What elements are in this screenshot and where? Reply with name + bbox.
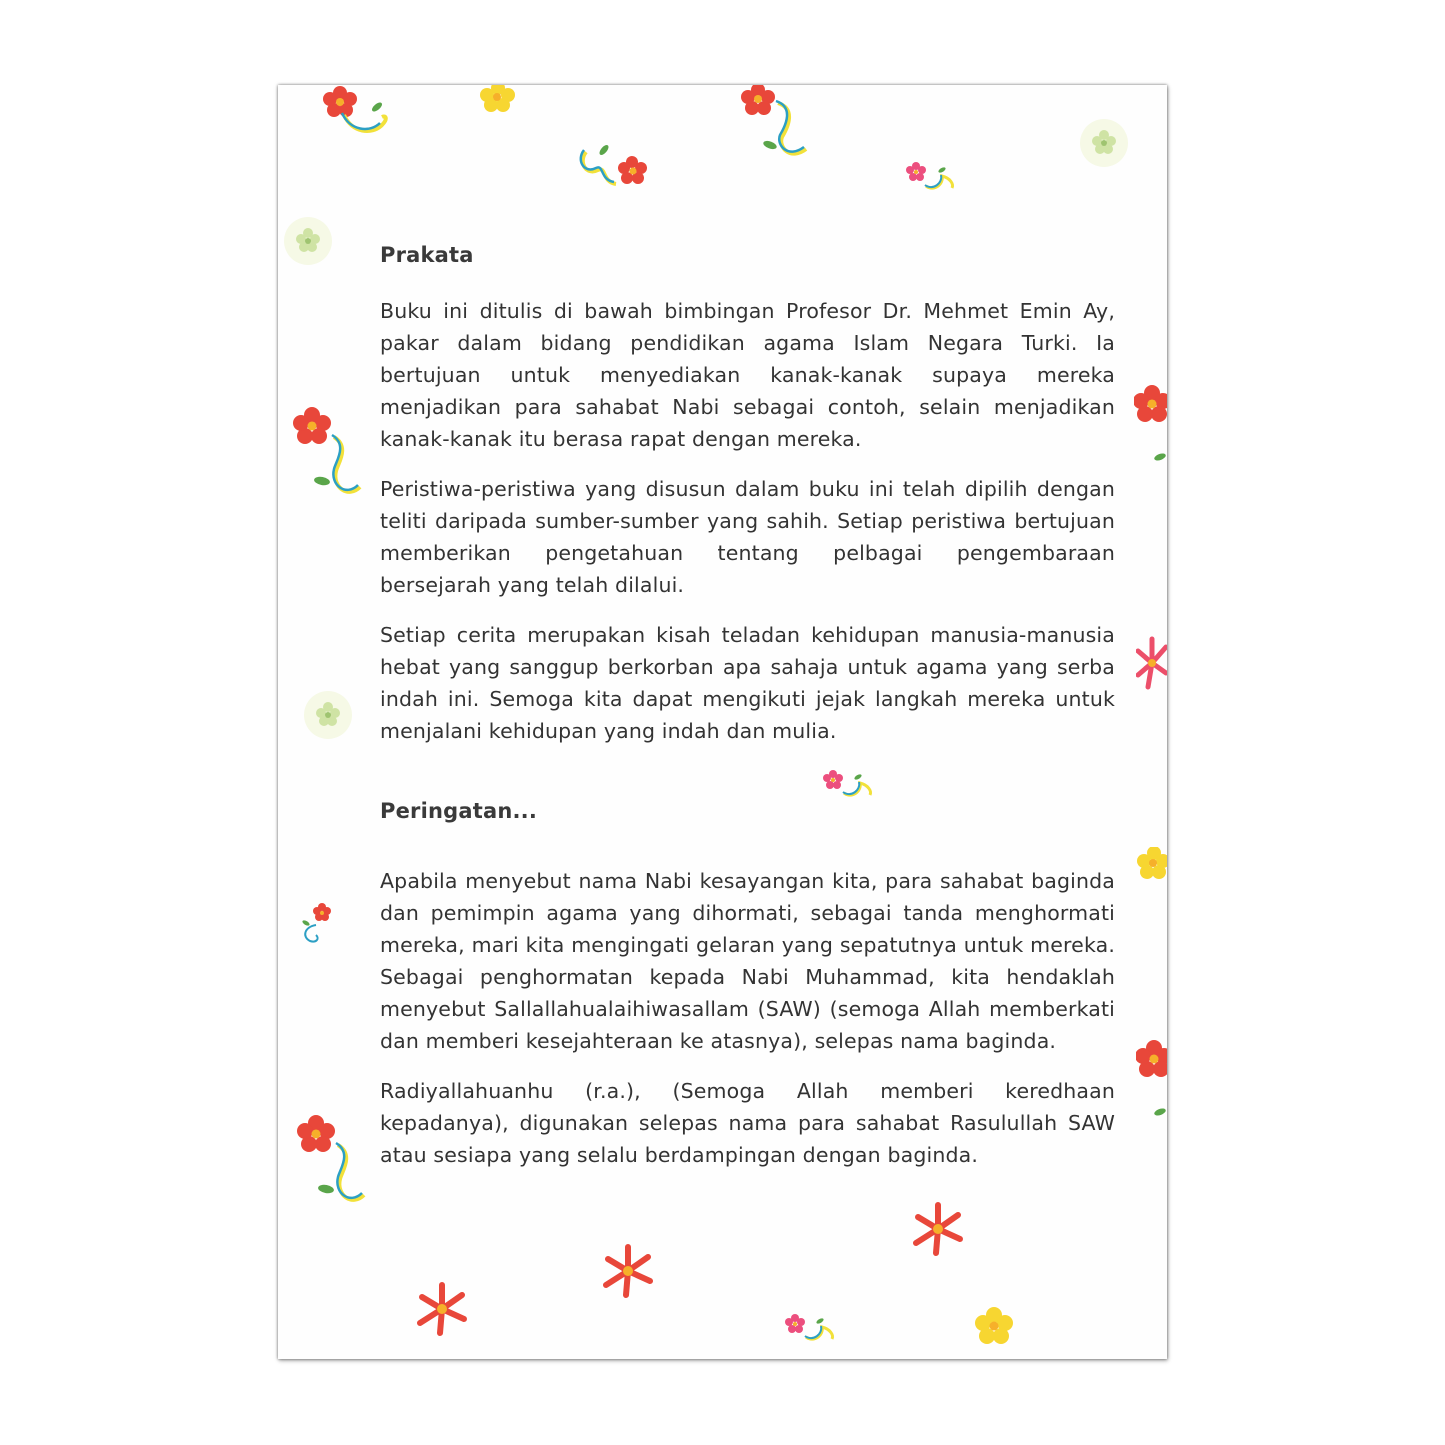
pale-flower-left-lower <box>300 687 356 743</box>
paragraph: Radiyallahuanhu (r.a.), (Semoga Allah memberi keredhaan kepadanya), digunakan selepas nama para sahabat Rasulullah SAW atau sesiapa yang selalu berdampingan dengan baginda. <box>380 1079 1115 1167</box>
paragraph: Buku ini ditulis di bawah bimbingan Profesor Dr. Mehmet Emin Ay, pakar dalam bidang pendidikan agama Islam Negara Turki. Ia bertujuan untuk menyediakan kanak-kanak supaya mereka menjadikan para sahabat Nabi sebagai contoh, selain menjadikan kanak-kanak itu berasa rapat dengan mereka. <box>380 299 1115 451</box>
flower-decoration-left-bottom <box>294 1115 374 1211</box>
red-star-flower-bottom-center <box>602 1243 654 1299</box>
pink-flower-vine-bottom <box>784 1311 840 1347</box>
flower-decoration-left-mid <box>290 407 370 503</box>
red-flower-icon <box>323 86 357 117</box>
heading-prakata: Prakata <box>380 243 474 267</box>
flower-decoration-right-edge-lower <box>1136 1040 1167 1120</box>
yellow-flower-right-edge <box>1136 847 1167 887</box>
flower-decoration-right-edge-upper <box>1134 385 1167 465</box>
pink-flower-vine-top-right <box>904 160 964 196</box>
paragraph: Peristiwa-peristiwa yang disusun dalam buku ini telah dipilih dengan teliti daripada sumber-sumber yang sahih. Setiap peristiwa bertujuan memberikan pengetahuan tentang pelbagai pengembaraan bersejarah yang telah dilalui. <box>380 477 1115 597</box>
flower-decoration-upper-mid <box>576 140 656 192</box>
flower-decoration-top-left <box>322 85 402 145</box>
red-star-flower-bottom-left <box>416 1281 468 1337</box>
pink-star-flower-right <box>1136 635 1167 691</box>
page-content <box>380 243 1115 1189</box>
pale-flower-left-upper <box>280 213 336 269</box>
book-page <box>278 85 1167 1359</box>
small-flower-vine-left <box>296 901 336 949</box>
heading-peringatan: Peringatan... <box>380 799 538 823</box>
pale-flower-top-right <box>1076 115 1132 171</box>
paragraph: Setiap cerita merupakan kisah teladan kehidupan manusia-manusia hebat yang sanggup berkorban apa sahaja untuk agama yang serba indah ini. Semoga kita dapat mengikuti jejak langkah mereka untuk menjalani kehidupan yang indah dan mulia. <box>380 623 1115 743</box>
yellow-flower-bottom <box>974 1307 1014 1347</box>
red-star-flower-bottom-right <box>912 1201 964 1257</box>
paragraph: Apabila menyebut nama Nabi kesayangan kita, para sahabat baginda dan pemimpin agama yang dihormati, sebagai tanda menghormati mereka, mari kita mengingati gelaran yang sepatutnya untuk mereka. Sebagai penghormatan kepada Nabi Muhammad, kita hendaklah menyebut Sallallahualaihiwasallam (SAW) (semoga Allah memberkati dan memberi kesejahteraan ke atasnya), selepas nama baginda. <box>380 869 1115 1053</box>
flower-decoration-top-center <box>738 85 818 165</box>
yellow-flower-top <box>478 85 518 115</box>
